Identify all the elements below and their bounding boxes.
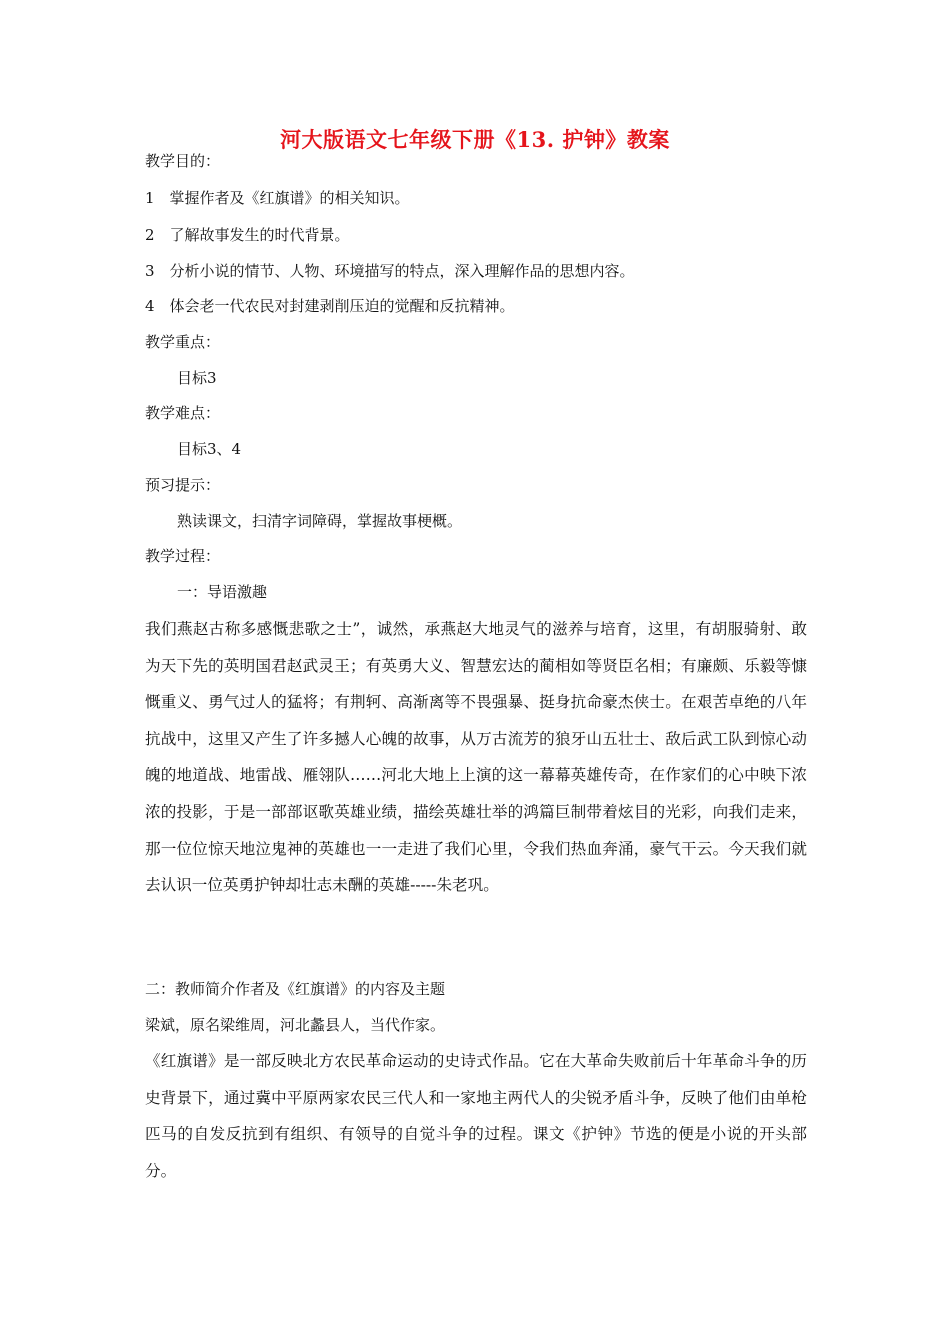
difficulty-value: 目标3、4 (177, 440, 242, 458)
step1-paragraph: 我们燕赵古称多感慨悲歌之士”，诚然，承燕赵大地灵气的滋养与培育，这里，有胡服骑射、敢为天下先的英明国君赵武灵王；有英勇大义、智慧宏达的蔺相如等贤臣名相；有廉颇、乐毅等慷慨重义、勇气过人的猛将；有荆轲、高渐离等不畏强暴、挺身抗命豪杰侠士。在艰苦卓绝的八年抗战中，这里又产生了许多撼人心魄的故事，从万古流芳的狼牙山五壮士、敌后武工队到惊心动魄的地道战、地雷战、雁翎队……河北大地上上演的这一幕幕英雄传奇，在作家们的心中映下浓浓的投影，于是一部部讴歌英雄业绩，描绘英雄壮举的鸿篇巨制带着炫目的光彩，向我们走来，那一位位惊天地泣鬼神的英雄也一一走进了我们心里，令我们热血奔涌，豪气干云。今天我们就去认识一位英勇护钟却壮志未酬的英雄-----朱老巩。 (145, 620, 807, 895)
key-points-value: 目标3 (177, 369, 217, 387)
step1-heading: 一：导语激趣 (177, 583, 268, 601)
step2-heading: 二：教师简介作者及《红旗谱》的内容及主题 (145, 980, 446, 998)
key-points-heading: 教学重点： (145, 333, 221, 351)
preview-heading: 预习提示： (145, 476, 221, 494)
author-line: 梁斌，原名梁维周，河北蠡县人，当代作家。 (145, 1016, 446, 1034)
difficulty-heading: 教学难点： (145, 404, 221, 422)
objectives-heading: 教学目的： (145, 152, 221, 170)
document-title: 河大版语文七年级下册《13. 护钟》教案 (280, 127, 670, 152)
objective-item: 1 掌握作者及《红旗谱》的相关知识。 (145, 189, 410, 207)
novel-paragraph: 《红旗谱》是一部反映北方农民革命运动的史诗式作品。它在大革命失败前后十年革命斗争的历史背景下，通过冀中平原两家农民三代人和一家地主两代人的尖锐矛盾斗争，反映了他们由单枪匹马的自发反抗到有组织、有领导的自觉斗争的过程。课文《护钟》节选的便是小说的开头部分。 (145, 1052, 807, 1180)
objective-item: 2 了解故事发生的时代背景。 (145, 226, 350, 244)
objective-item: 3 分析小说的情节、人物、环境描写的特点，深入理解作品的思想内容。 (145, 262, 635, 280)
process-heading: 教学过程： (145, 547, 221, 565)
preview-value: 熟读课文，扫清字词障碍，掌握故事梗概。 (177, 512, 463, 530)
objective-item: 4 体会老一代农民对封建剥削压迫的觉醒和反抗精神。 (145, 297, 515, 315)
